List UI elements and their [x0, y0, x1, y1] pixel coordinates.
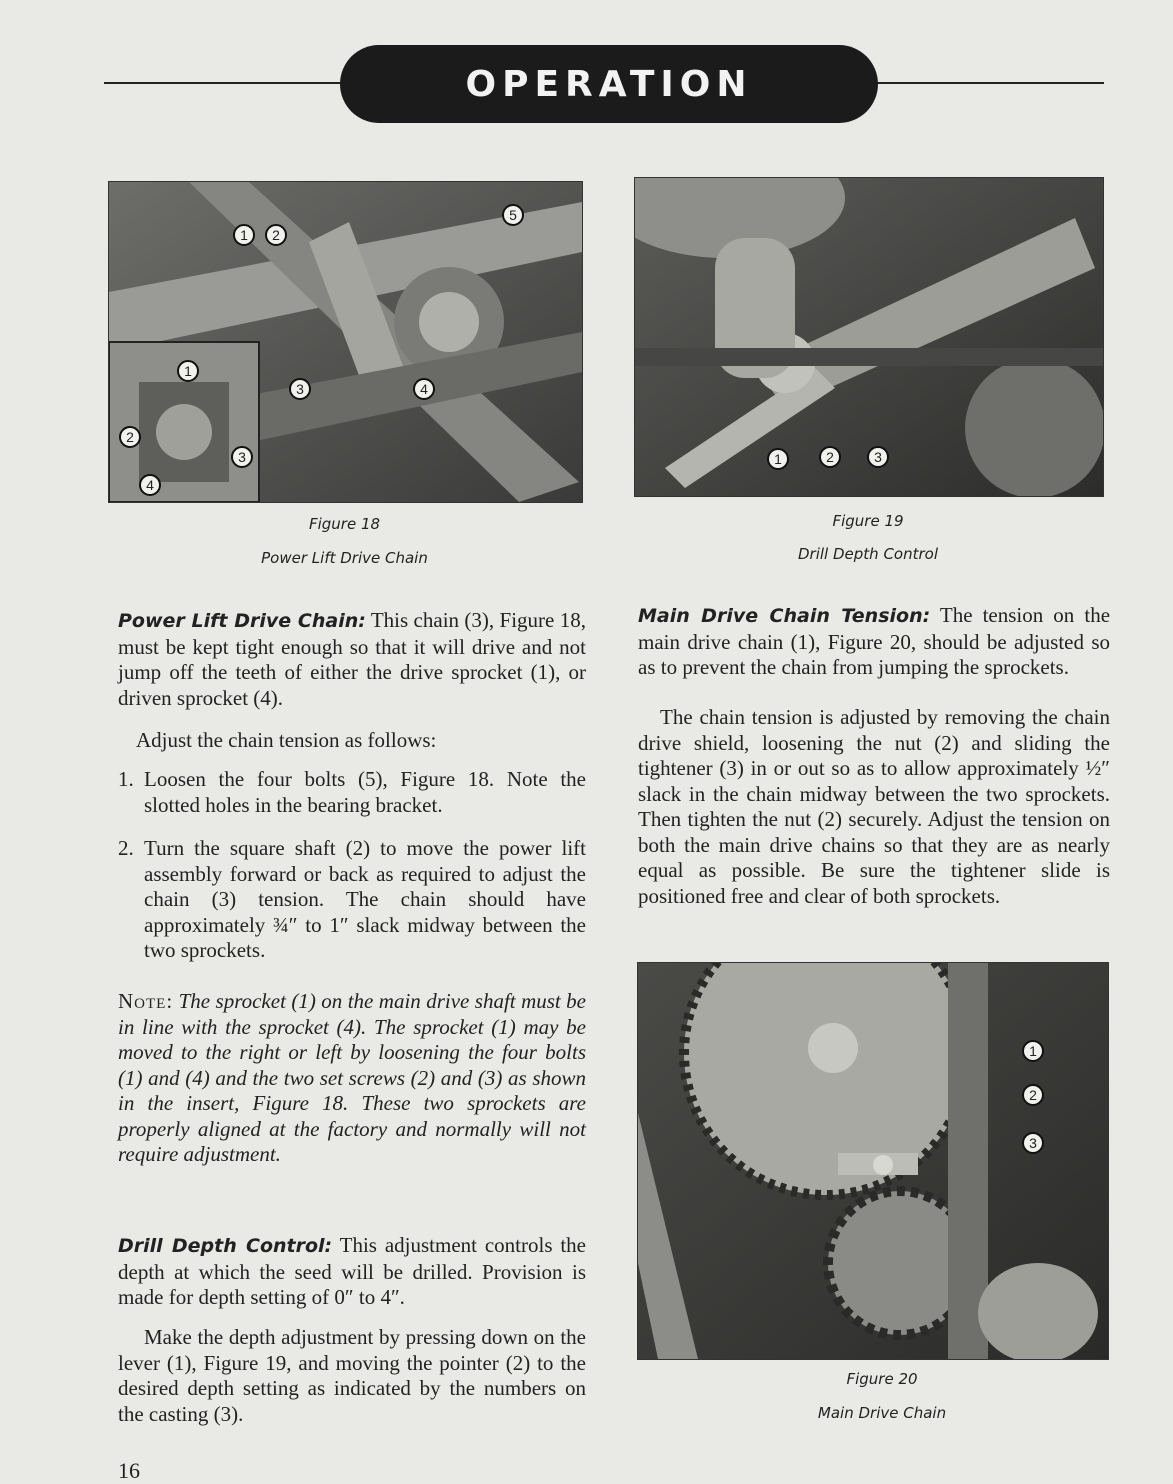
- fig18-callout-5: 5: [502, 204, 524, 226]
- figure-19-number: Figure 19: [832, 512, 904, 530]
- header-rule-left: [104, 82, 346, 84]
- tension-adjust-paragraph: The chain tension is adjusted by removing the chain drive shield, loosening the nut (2) and sliding the tightener (3) in or out so as to allow approximately ½″ slack in the chain midway between the two sprockets. Then tighten the nut (2) securely. Adjust the tension on both the main drive chains so that they are as nearly equal as possible. Be sure the tightener slide is positioned free and clear of both sprockets.: [638, 705, 1110, 908]
- fig18-callout-4: 4: [413, 378, 435, 400]
- fig18-callout-1: 1: [233, 224, 255, 246]
- depth-adjust-paragraph: Make the depth adjustment by pressing down on the lever (1), Figure 19, and moving the pointer (2) to the desired depth setting as indicated by the numbers on the casting (3).: [118, 1325, 586, 1426]
- fig19-callout-3: 3: [867, 446, 889, 468]
- step-1-number: 1.: [118, 767, 134, 791]
- note-paragraph: [118, 989, 586, 1168]
- power-lift-text: This chain (3), Figure 18, must be kept tight enough so that it will drive and not jump off the teeth of either the drive sprocket (1), or driven sprocket (4).: [118, 608, 586, 710]
- header-rule-right: [872, 82, 1104, 84]
- drill-depth-paragraph: [118, 1233, 586, 1311]
- figure-18-photo: [108, 181, 583, 503]
- section-title: OPERATION: [465, 63, 753, 105]
- power-lift-paragraph: [118, 608, 586, 711]
- figure-19-illustration: [635, 178, 1103, 496]
- fig18-inset-callout-1: 1: [177, 360, 199, 382]
- figure-20-title: Main Drive Chain: [817, 1404, 947, 1422]
- step-2-number: 2.: [118, 836, 134, 860]
- fig18-inset-callout-4: 4: [139, 474, 161, 496]
- fig18-callout-2: 2: [265, 224, 287, 246]
- fig18-callout-3: 3: [289, 378, 311, 400]
- figure-19-photo: [634, 177, 1104, 497]
- figure-20-illustration: [638, 963, 1108, 1359]
- fig20-callout-1: 1: [1022, 1040, 1044, 1062]
- figure-18-illustration: [109, 182, 582, 502]
- note-text: The sprocket (1) on the main drive shaft must be in line with the sprocket (4). The sprocket (1) may be moved to the right or left by loosening the four bolts (1) and (4) and the two set screws (2) and (3) as shown in the insert, Figure 18. These two sprockets are properly aligned at the factory and normally will not require adjustment.: [118, 989, 586, 1166]
- drill-depth-heading: Drill Depth Control:: [118, 1235, 333, 1257]
- section-banner: [340, 45, 878, 123]
- figure-20-number: Figure 20: [846, 1370, 918, 1388]
- adjust-intro: Adjust the chain tension as follows:: [136, 728, 437, 752]
- fig19-callout-1: 1: [767, 448, 789, 470]
- note-label: Note:: [118, 989, 174, 1013]
- step-2-text: Turn the square shaft (2) to move the power lift assembly forward or back as required to adjust the chain (3) tension. The chain should have approximately ¾″ to 1″ slack midway between the two sprockets.: [144, 836, 586, 962]
- figure-20-photo: [637, 962, 1109, 1360]
- step-1-text: Loosen the four bolts (5), Figure 18. Note the slotted holes in the bearing bracket.: [144, 767, 586, 817]
- figure-18-title: Power Lift Drive Chain: [261, 549, 428, 567]
- main-drive-paragraph: [638, 603, 1110, 681]
- fig18-inset-callout-3: 3: [231, 446, 253, 468]
- page-number: 16: [118, 1458, 140, 1483]
- drill-depth-text: This adjustment controls the depth at which the seed will be drilled. Provision is made for depth setting of 0″ to 4″.: [118, 1233, 586, 1309]
- main-drive-heading: Main Drive Chain Tension:: [638, 605, 931, 627]
- fig20-callout-3: 3: [1022, 1132, 1044, 1154]
- power-lift-heading: Power Lift Drive Chain:: [118, 610, 366, 632]
- fig20-callout-2: 2: [1022, 1084, 1044, 1106]
- main-drive-text: The tension on the main drive chain (1), Figure 20, should be adjusted so as to prevent the chain from jumping the sprockets.: [638, 603, 1111, 679]
- figure-19-title: Drill Depth Control: [798, 545, 938, 563]
- figure-18-number: Figure 18: [308, 515, 381, 533]
- fig19-callout-2: 2: [819, 446, 841, 468]
- fig18-inset-callout-2: 2: [119, 426, 141, 448]
